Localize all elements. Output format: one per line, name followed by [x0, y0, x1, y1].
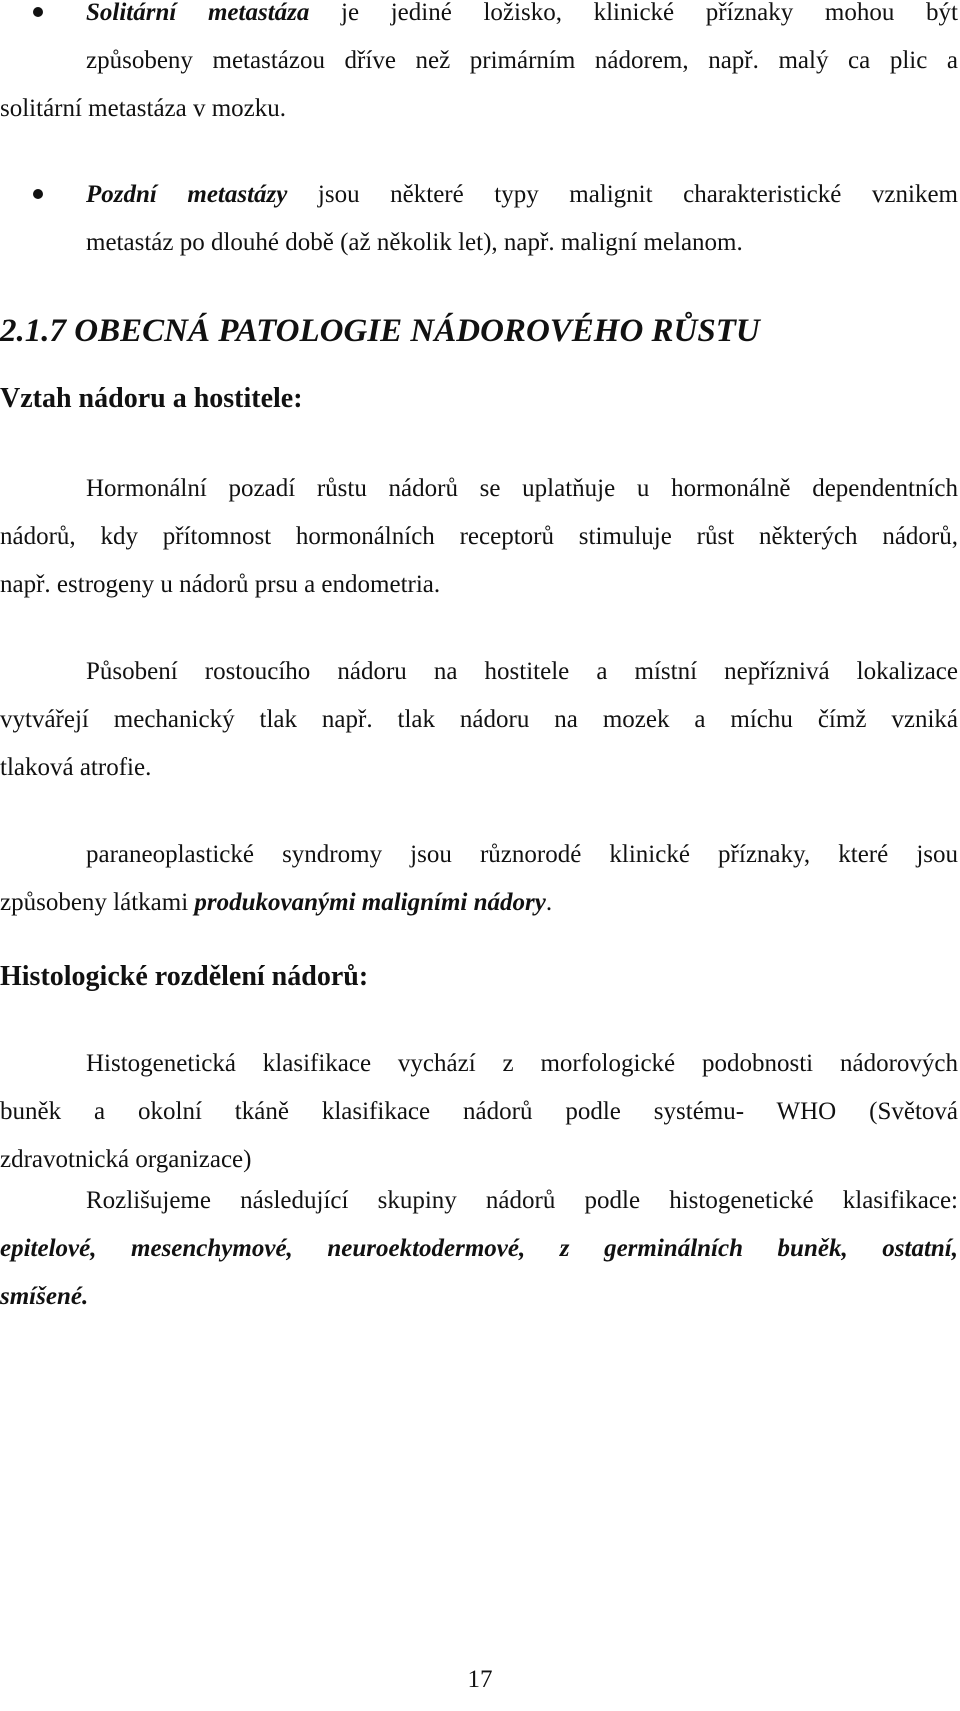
bullet-text: jsou některé typy malignit charakteristické vznikem	[287, 181, 958, 208]
section-heading: 2.1.7 OBECNÁ PATOLOGIE NÁDOROVÉHO RŮSTU	[0, 313, 760, 349]
paragraph-line: tlaková atrofie.	[0, 754, 152, 781]
emphasis-text: produkovanými maligními nádory	[194, 889, 546, 916]
bullet-dot	[33, 189, 43, 199]
paragraph-line: vytvářejí mechanický tlak např. tlak nádoru na mozek a míchu čímž vzniká	[0, 706, 958, 733]
paragraph-groups	[0, 1177, 958, 1321]
paragraph-line: buněk a okolní tkáně klasifikace nádorů podle systému- WHO (Světová	[0, 1098, 958, 1125]
paragraph-hormonal	[0, 465, 958, 609]
paragraph-line: Histogenetická klasifikace vychází z morfologické podobnosti nádorových	[86, 1050, 958, 1077]
paragraph-line: Působení rostoucího nádoru na hostitele a místní nepříznivá lokalizace	[86, 658, 958, 685]
paragraph-line: např. estrogeny u nádorů prsu a endometria.	[0, 571, 441, 598]
subheading-histological: Histologické rozdělení nádorů:	[0, 961, 369, 992]
bullet-text: je jediné ložisko, klinické příznaky mohou být	[309, 0, 958, 26]
paragraph-line	[0, 879, 958, 927]
paragraph-line: nádorů, kdy přítomnost hormonálních receptorů stimuluje růst některých nádorů,	[0, 523, 958, 550]
bullet-line: solitární metastáza v mozku.	[0, 95, 287, 122]
paragraph-line: paraneoplastické syndromy jsou různorodé klinické příznaky, které jsou	[86, 841, 958, 868]
bullet-line: metastáz po dlouhé době (až několik let), např. maligní melanom.	[86, 229, 743, 256]
paragraph-line: zdravotnická organizace)	[0, 1146, 252, 1173]
bullet-term: Pozdní metastázy	[86, 181, 288, 208]
paragraph-line: Rozlišujeme následující skupiny nádorů podle histogenetické klasifikace:	[86, 1187, 958, 1214]
bullet-line	[86, 171, 958, 219]
paragraph-histogenetic	[0, 1040, 958, 1184]
paragraph-mechanical	[0, 648, 958, 792]
paragraph-line: smíšené.	[0, 1283, 89, 1310]
bullet-dot	[33, 7, 43, 17]
text-span: způsobeny látkami	[0, 889, 195, 916]
paragraph-line: Hormonální pozadí růstu nádorů se uplatňuje u hormonálně dependentních	[86, 475, 958, 502]
bullet-line: způsobeny metastázou dříve než primárním nádorem, např. malý ca plic a	[86, 47, 958, 74]
paragraph-paraneoplastic	[0, 831, 958, 927]
bullet-term: Solitární metastáza	[86, 0, 310, 26]
page-number: 17	[467, 1666, 493, 1693]
bullet-line	[86, 0, 958, 37]
paragraph-line: epitelové, mesenchymové, neuroektodermové, z germinálních buněk, ostatní,	[0, 1235, 958, 1262]
subheading-tumor-host: Vztah nádoru a hostitele:	[0, 383, 303, 414]
text-span: .	[545, 889, 553, 916]
